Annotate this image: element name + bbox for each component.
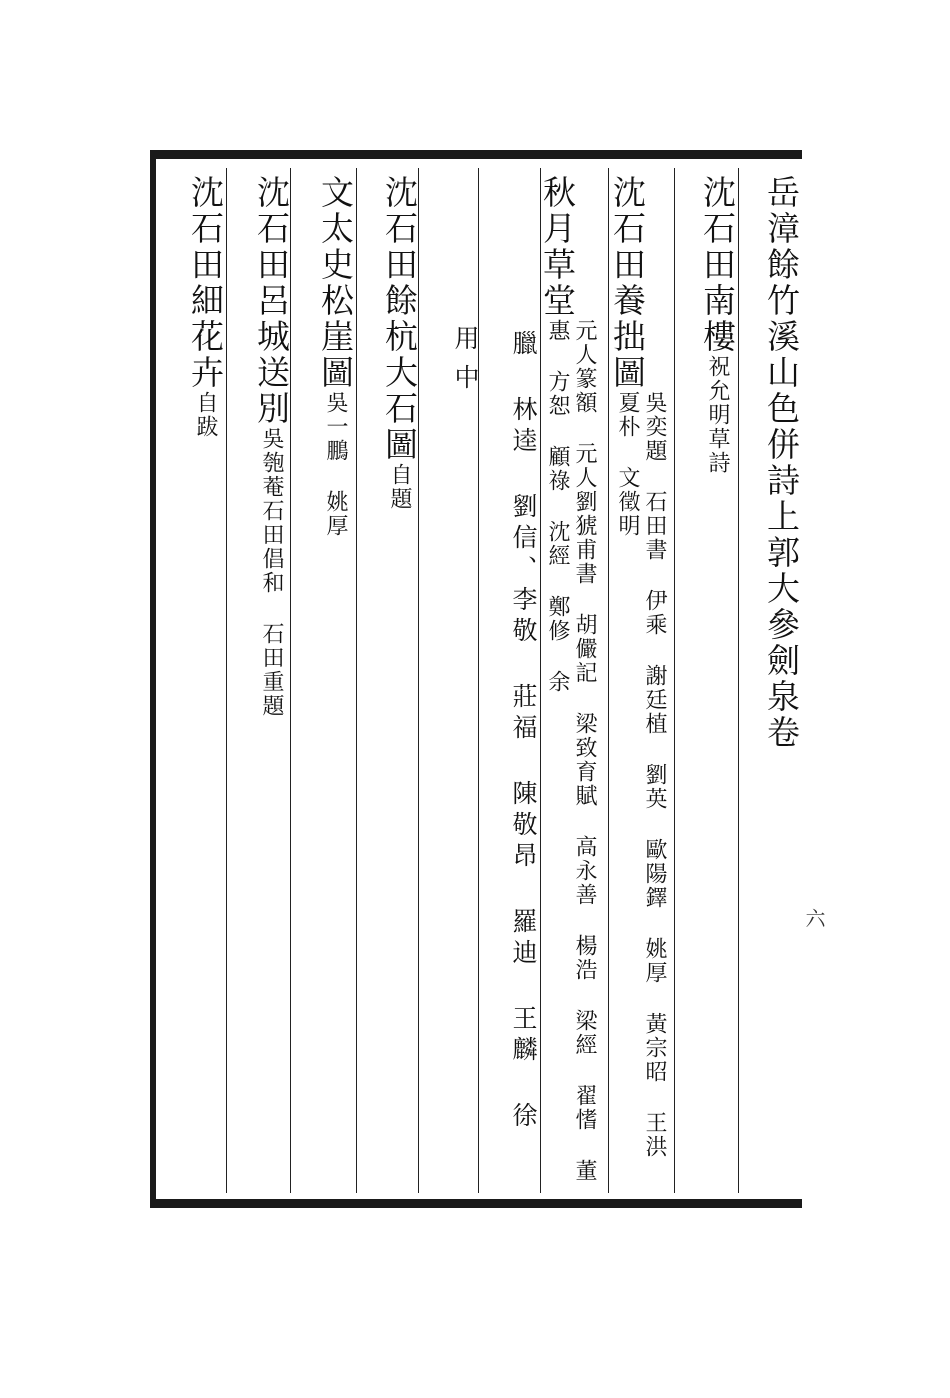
column-entry — [238, 175, 291, 847]
column-divider — [738, 168, 739, 1193]
column-main-text: 沈石田南樓 — [698, 175, 737, 355]
column-names — [428, 325, 478, 403]
column-note: 吳一鵬 姚厚 — [323, 391, 348, 538]
column-title — [748, 175, 801, 751]
column-names-text: 用中 — [451, 325, 480, 403]
column-note: 元人篆額 元人劉猇甫書 胡儼記 梁致育賦 高永善 楊浩 梁經 翟愭 董惠 方恕 顧祿 沈經 鄭修 余 — [545, 319, 597, 1183]
column-names — [490, 330, 540, 1190]
column-entry — [608, 175, 668, 1191]
column-main-text: 文太史松崖圖 — [316, 175, 355, 391]
column-divider — [674, 168, 675, 1193]
column-note: 祝允明草詩 — [705, 355, 730, 475]
column-entry — [366, 175, 419, 583]
column-main-text: 岳漳餘竹溪山色併詩上郭大參劍泉卷 — [762, 175, 801, 751]
column-main-text: 秋月草堂 — [538, 175, 577, 319]
column-main-text: 沈石田養拙圖 — [608, 175, 647, 391]
column-divider — [478, 168, 479, 1193]
column-divider — [356, 168, 357, 1193]
column-note: 自題 — [387, 463, 412, 511]
column-entry — [172, 175, 225, 471]
column-note: 吳匏菴石田倡和 石田重題 — [259, 427, 284, 718]
column-note: 自跋 — [193, 391, 218, 439]
column-entry — [684, 175, 737, 775]
column-main-text: 沈石田餘杭大石圖 — [380, 175, 419, 463]
column-main-text: 沈石田呂城送別 — [252, 175, 291, 427]
column-divider — [226, 168, 227, 1193]
column-main-text: 沈石田細花卉 — [186, 175, 225, 391]
column-names-text: 臘 林逵 劉信、李敬 莊福 陳敬昂 羅迪 王麟 徐 — [509, 330, 538, 1133]
column-note: 吳奕題 石田書 伊乘 謝廷植 劉英 歐陽鐸 姚厚 黃宗昭 王洪 夏朴 文徵明 — [615, 391, 667, 1159]
column-entry — [538, 175, 598, 1189]
column-entry — [302, 175, 355, 591]
folio-number: 六 — [802, 908, 826, 928]
